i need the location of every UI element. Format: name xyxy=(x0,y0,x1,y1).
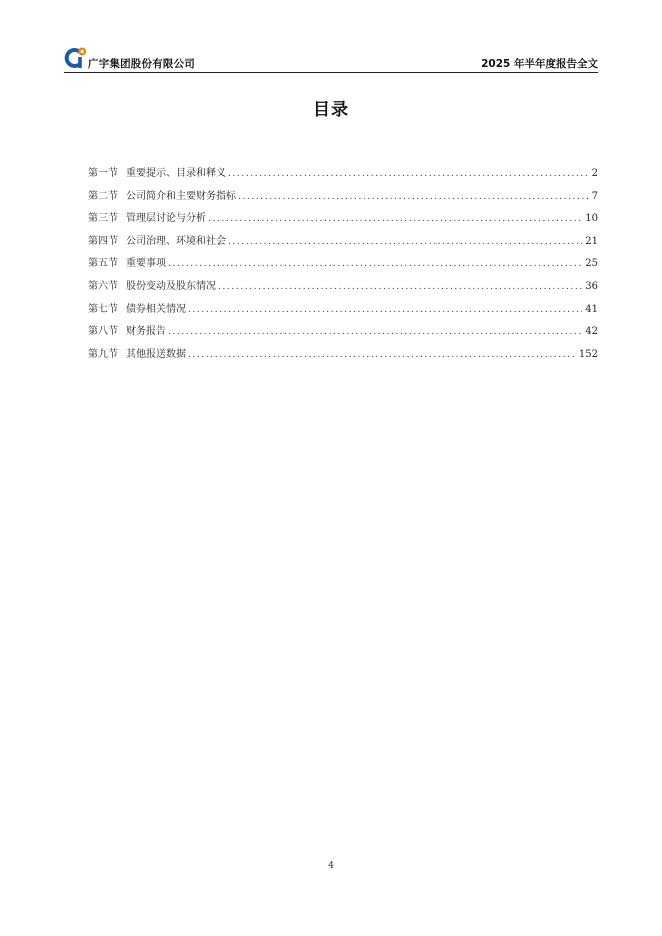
toc-section-title: 其他报送数据 xyxy=(126,348,186,360)
toc-page-number: 7 xyxy=(591,190,598,202)
page-header xyxy=(64,44,598,73)
table-of-contents xyxy=(88,164,598,367)
toc-entry[interactable] xyxy=(88,322,598,345)
page-number: 4 xyxy=(327,860,335,871)
report-title: 2025 年半年度报告全文 xyxy=(481,58,598,70)
toc-entry[interactable] xyxy=(88,277,598,300)
toc-dot-leader xyxy=(218,282,582,292)
toc-section-number: 第四节 xyxy=(88,235,118,247)
toc-entry[interactable] xyxy=(88,209,598,232)
toc-dot-leader xyxy=(208,214,582,224)
toc-section-title: 重要事项 xyxy=(126,258,166,270)
toc-page-number: 42 xyxy=(585,326,598,338)
toc-dot-leader xyxy=(228,169,589,179)
toc-dot-leader xyxy=(188,350,576,360)
toc-section-number: 第五节 xyxy=(88,258,118,270)
toc-page-number: 36 xyxy=(585,280,598,292)
toc-dot-leader xyxy=(168,327,582,337)
toc-section-title: 公司治理、环境和社会 xyxy=(126,235,226,247)
toc-section-title: 财务报告 xyxy=(126,326,166,338)
toc-page-number: 152 xyxy=(578,348,598,360)
guangyu-logo-icon xyxy=(64,46,88,70)
toc-dot-leader xyxy=(168,259,582,269)
toc-section-number: 第二节 xyxy=(88,190,118,202)
toc-section-title: 重要提示、目录和释义 xyxy=(126,168,226,179)
toc-page-number: 2 xyxy=(591,168,598,179)
toc-dot-leader xyxy=(238,192,589,202)
toc-page-number: 41 xyxy=(585,303,598,315)
company-name: 广宇集团股份有限公司 xyxy=(88,58,195,70)
toc-section-title: 公司简介和主要财务指标 xyxy=(126,190,236,202)
toc-page-number: 25 xyxy=(585,258,598,270)
toc-title: 目录 xyxy=(313,100,349,120)
toc-dot-leader xyxy=(228,237,582,247)
toc-entry[interactable] xyxy=(88,187,598,210)
toc-section-title: 股份变动及股东情况 xyxy=(126,280,216,292)
toc-section-number: 第一节 xyxy=(88,168,118,179)
toc-section-title: 管理层讨论与分析 xyxy=(126,213,206,225)
toc-section-title: 债券相关情况 xyxy=(126,303,186,315)
toc-entry[interactable] xyxy=(88,345,598,368)
toc-entry[interactable] xyxy=(88,300,598,323)
toc-entry[interactable] xyxy=(88,164,598,187)
toc-section-number: 第七节 xyxy=(88,303,118,315)
toc-entry[interactable] xyxy=(88,232,598,255)
toc-section-number: 第九节 xyxy=(88,348,118,360)
toc-page-number: 21 xyxy=(585,235,598,247)
toc-dot-leader xyxy=(188,305,582,315)
toc-page-number: 10 xyxy=(585,213,598,225)
toc-section-number: 第六节 xyxy=(88,280,118,292)
toc-section-number: 第八节 xyxy=(88,326,118,338)
toc-entry[interactable] xyxy=(88,254,598,277)
toc-section-number: 第三节 xyxy=(88,213,118,225)
